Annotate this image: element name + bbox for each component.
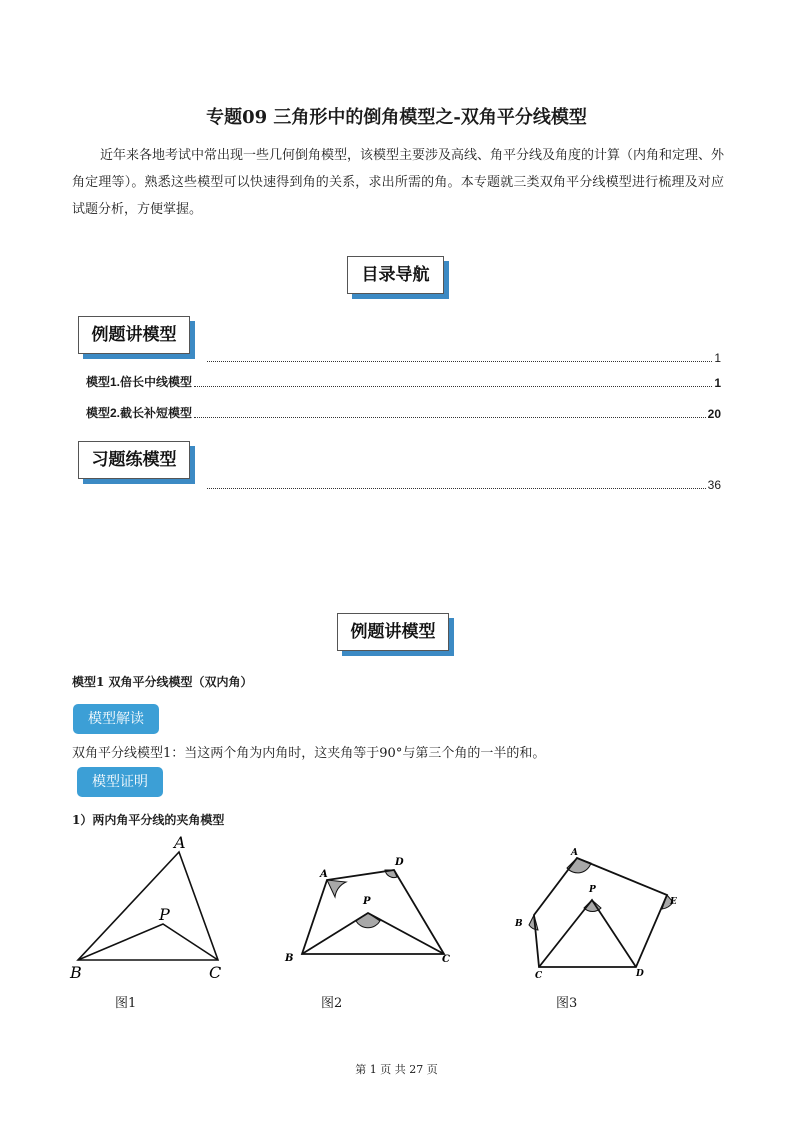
label-b: B — [70, 963, 82, 982]
toc-entry-model1[interactable] — [86, 373, 721, 390]
toc-entry-section1[interactable] — [205, 351, 721, 365]
figure-3 — [505, 842, 705, 982]
model1-title: 模型1 双角平分线模型（双内角） — [72, 675, 253, 689]
page-footer: 第 1 页 共 27 页 — [355, 1063, 438, 1076]
toc-entry-section2[interactable] — [205, 478, 721, 492]
section-heading: 例题讲模型 — [337, 613, 449, 651]
label-c: C — [535, 971, 543, 981]
toc-label: 模型2.截长补短模型 — [86, 406, 193, 420]
angle-arc-p — [356, 913, 380, 928]
label-a: A — [571, 848, 578, 858]
toc-page: 20 — [707, 407, 721, 421]
toc-entry-model2[interactable] — [86, 404, 721, 421]
label-a: A — [174, 833, 186, 852]
triangle-abc — [78, 852, 218, 960]
intro-paragraph: 近年来各地考试中常出现一些几何倒角模型，该模型主要涉及高线、角平分线及角度的计算（内角和定理、外角定理等）。熟悉这些模型可以快速得到角的关系，求出所需的角。本专题就三类双角平分线模型进行梳理及对应试题分析，方便掌握。 — [72, 148, 725, 217]
toc-page: 1 — [714, 376, 721, 390]
toc-leader — [207, 488, 706, 489]
label-a: A — [320, 869, 328, 880]
label-b: B — [515, 919, 523, 929]
toc-leader — [194, 386, 712, 387]
label-c: C — [442, 954, 450, 965]
label-p: P — [363, 896, 371, 907]
toc-page: 36 — [707, 478, 721, 492]
label-e: E — [670, 897, 677, 907]
figure-2 — [280, 850, 460, 970]
figure-1-caption: 图1 — [115, 996, 137, 1011]
bisector-lines — [78, 924, 218, 960]
toc-page: 1 — [714, 351, 721, 365]
toc-label: 模型1.倍长中线模型 — [86, 375, 193, 389]
model-reading-text: 双角平分线模型1：当这两个角为内角时，这夹角等于90°与第三个角的一半的和。 — [72, 746, 546, 761]
figure-1 — [66, 832, 236, 982]
toc-leader — [207, 361, 712, 362]
page-title: 专题09 三角形中的倒角模型之-双角平分线模型 — [206, 107, 587, 128]
model1-subtitle: 1）两内角平分线的夹角模型 — [72, 813, 225, 827]
toc-heading: 目录导航 — [347, 256, 444, 294]
label-b: B — [285, 953, 294, 964]
figure-3-caption: 图3 — [556, 996, 578, 1011]
angle-arc-a — [327, 880, 346, 897]
toc-leader — [194, 417, 706, 418]
model-proof-label: 模型证明 — [77, 767, 163, 797]
toc-section-exercise[interactable]: 习题练模型 — [78, 441, 190, 479]
label-p: P — [589, 885, 596, 895]
label-c: C — [209, 963, 222, 982]
label-d: D — [395, 857, 404, 868]
figure-2-caption: 图2 — [321, 996, 343, 1011]
label-p: P — [159, 905, 170, 924]
toc-section-example[interactable]: 例题讲模型 — [78, 316, 190, 354]
model-reading-label: 模型解读 — [73, 704, 159, 734]
label-d: D — [636, 969, 644, 979]
